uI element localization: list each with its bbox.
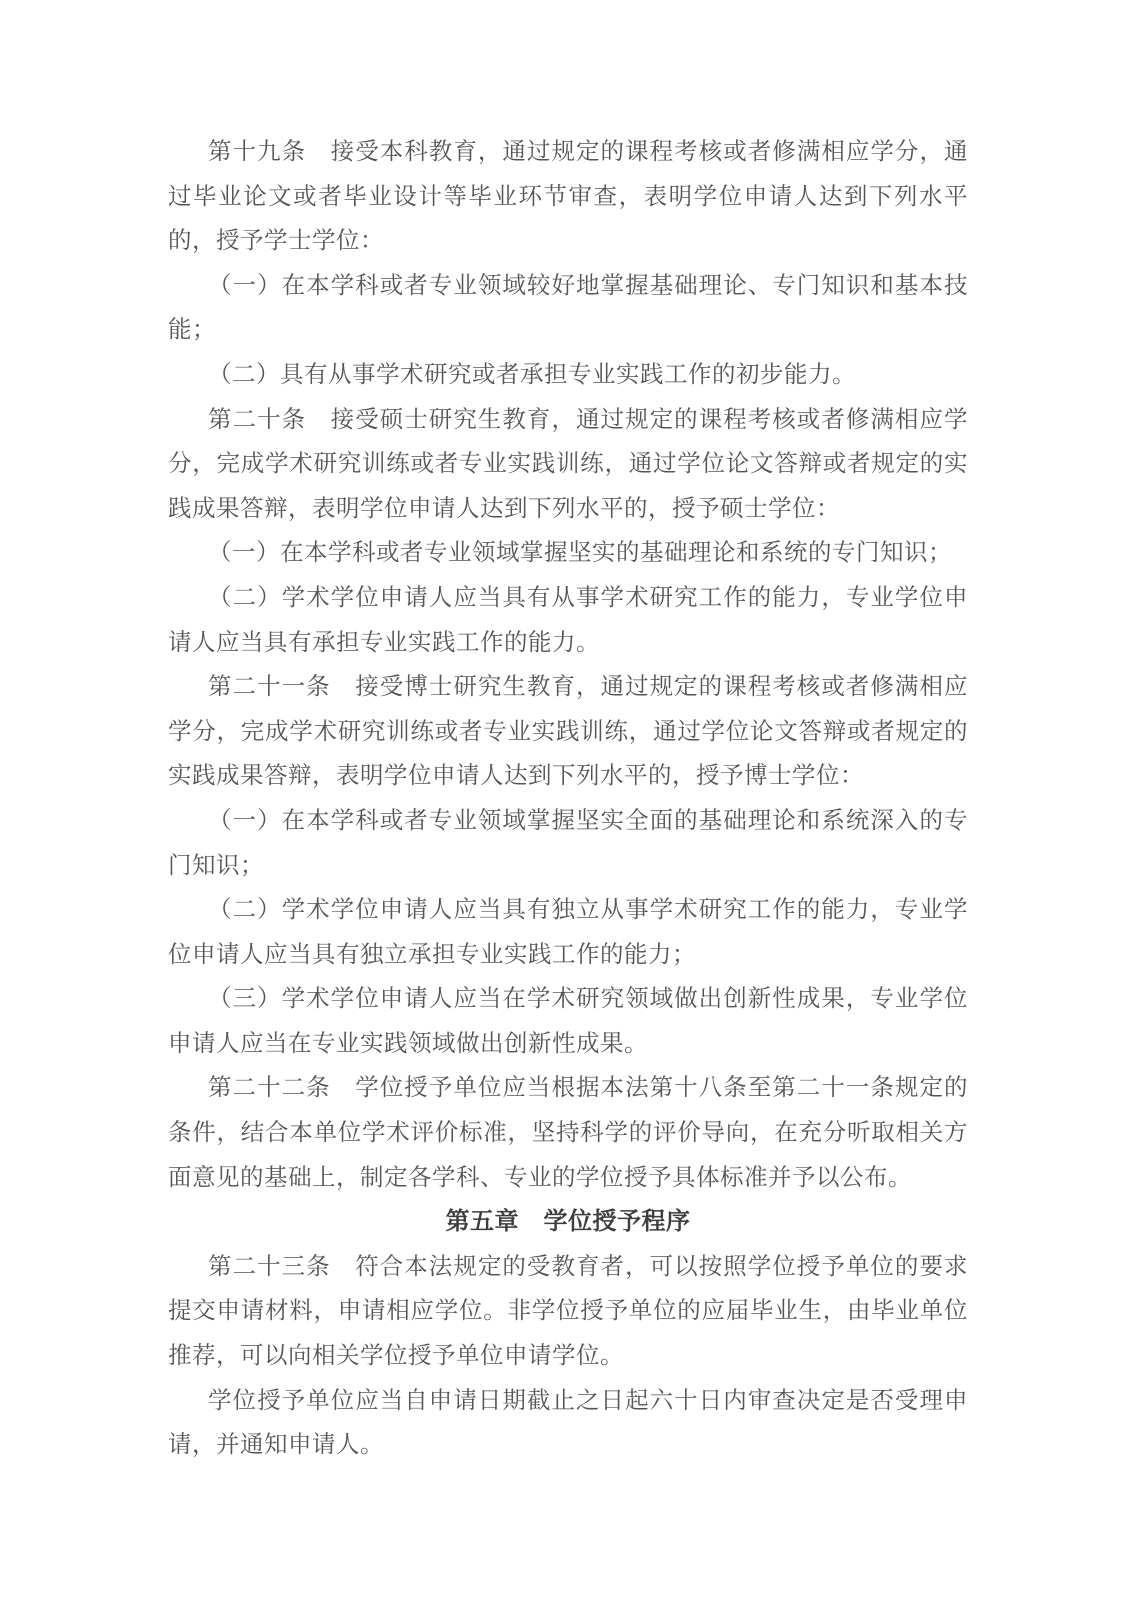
paragraph: 第二十一条 接受博士研究生教育，通过规定的课程考核或者修满相应学分，完成学术研究训练或者专业实践训练，通过学位论文答辩或者规定的实践成果答辩，表明学位申请人达到下列水平的，授予博士学位： xyxy=(168,674,968,790)
paragraph: （二）学术学位申请人应当具有独立从事学术研究工作的能力，专业学位申请人应当具有独立承担专业实践工作的能力； xyxy=(168,897,968,968)
paragraph: （三）学术学位申请人应当在学术研究领域做出创新性成果，专业学位申请人应当在专业实践领域做出创新性成果。 xyxy=(168,986,968,1057)
legal-text-block xyxy=(168,130,968,1468)
paragraph: （一）在本学科或者专业领域掌握坚实的基础理论和系统的专门知识； xyxy=(208,540,952,567)
paragraph: 第二十二条 学位授予单位应当根据本法第十八条至第二十一条规定的条件，结合本单位学术评价标准，坚持科学的评价导向，在充分听取相关方面意见的基础上，制定各学科、专业的学位授予具体标准并予以公布。 xyxy=(168,1075,968,1191)
paragraph: 学位授予单位应当自申请日期截止之日起六十日内审查决定是否受理申请，并通知申请人。 xyxy=(168,1387,968,1459)
paragraph: 第十九条 接受本科教育，通过规定的课程考核或者修满相应学分，通过毕业论文或者毕业设计等毕业环节审查，表明学位申请人达到下列水平的，授予学士学位： xyxy=(168,139,968,255)
paragraph: （一）在本学科或者专业领域掌握坚实全面的基础理论和系统深入的专门知识； xyxy=(168,807,968,879)
chapter-heading: 第五章 学位授予程序 xyxy=(445,1208,691,1236)
paragraph: （二）学术学位申请人应当具有从事学术研究工作的能力，专业学位申请人应当具有承担专业实践工作的能力。 xyxy=(168,584,968,656)
paragraph: （一）在本学科或者专业领域较好地掌握基础理论、专门知识和基本技能； xyxy=(168,272,968,344)
paragraph: （二）具有从事学术研究或者承担专业实践工作的初步能力。 xyxy=(208,361,856,388)
paragraph: 第二十三条 符合本法规定的受教育者，可以按照学位授予单位的要求提交申请材料，申请相应学位。非学位授予单位的应届毕业生，由毕业单位推荐，可以向相关学位授予单位申请学位。 xyxy=(168,1253,968,1370)
paragraph: 第二十条 接受硕士研究生教育，通过规定的课程考核或者修满相应学分，完成学术研究训练或者专业实践训练，通过学位论文答辩或者规定的实践成果答辩，表明学位申请人达到下列水平的，授予硕士学位： xyxy=(168,406,968,522)
